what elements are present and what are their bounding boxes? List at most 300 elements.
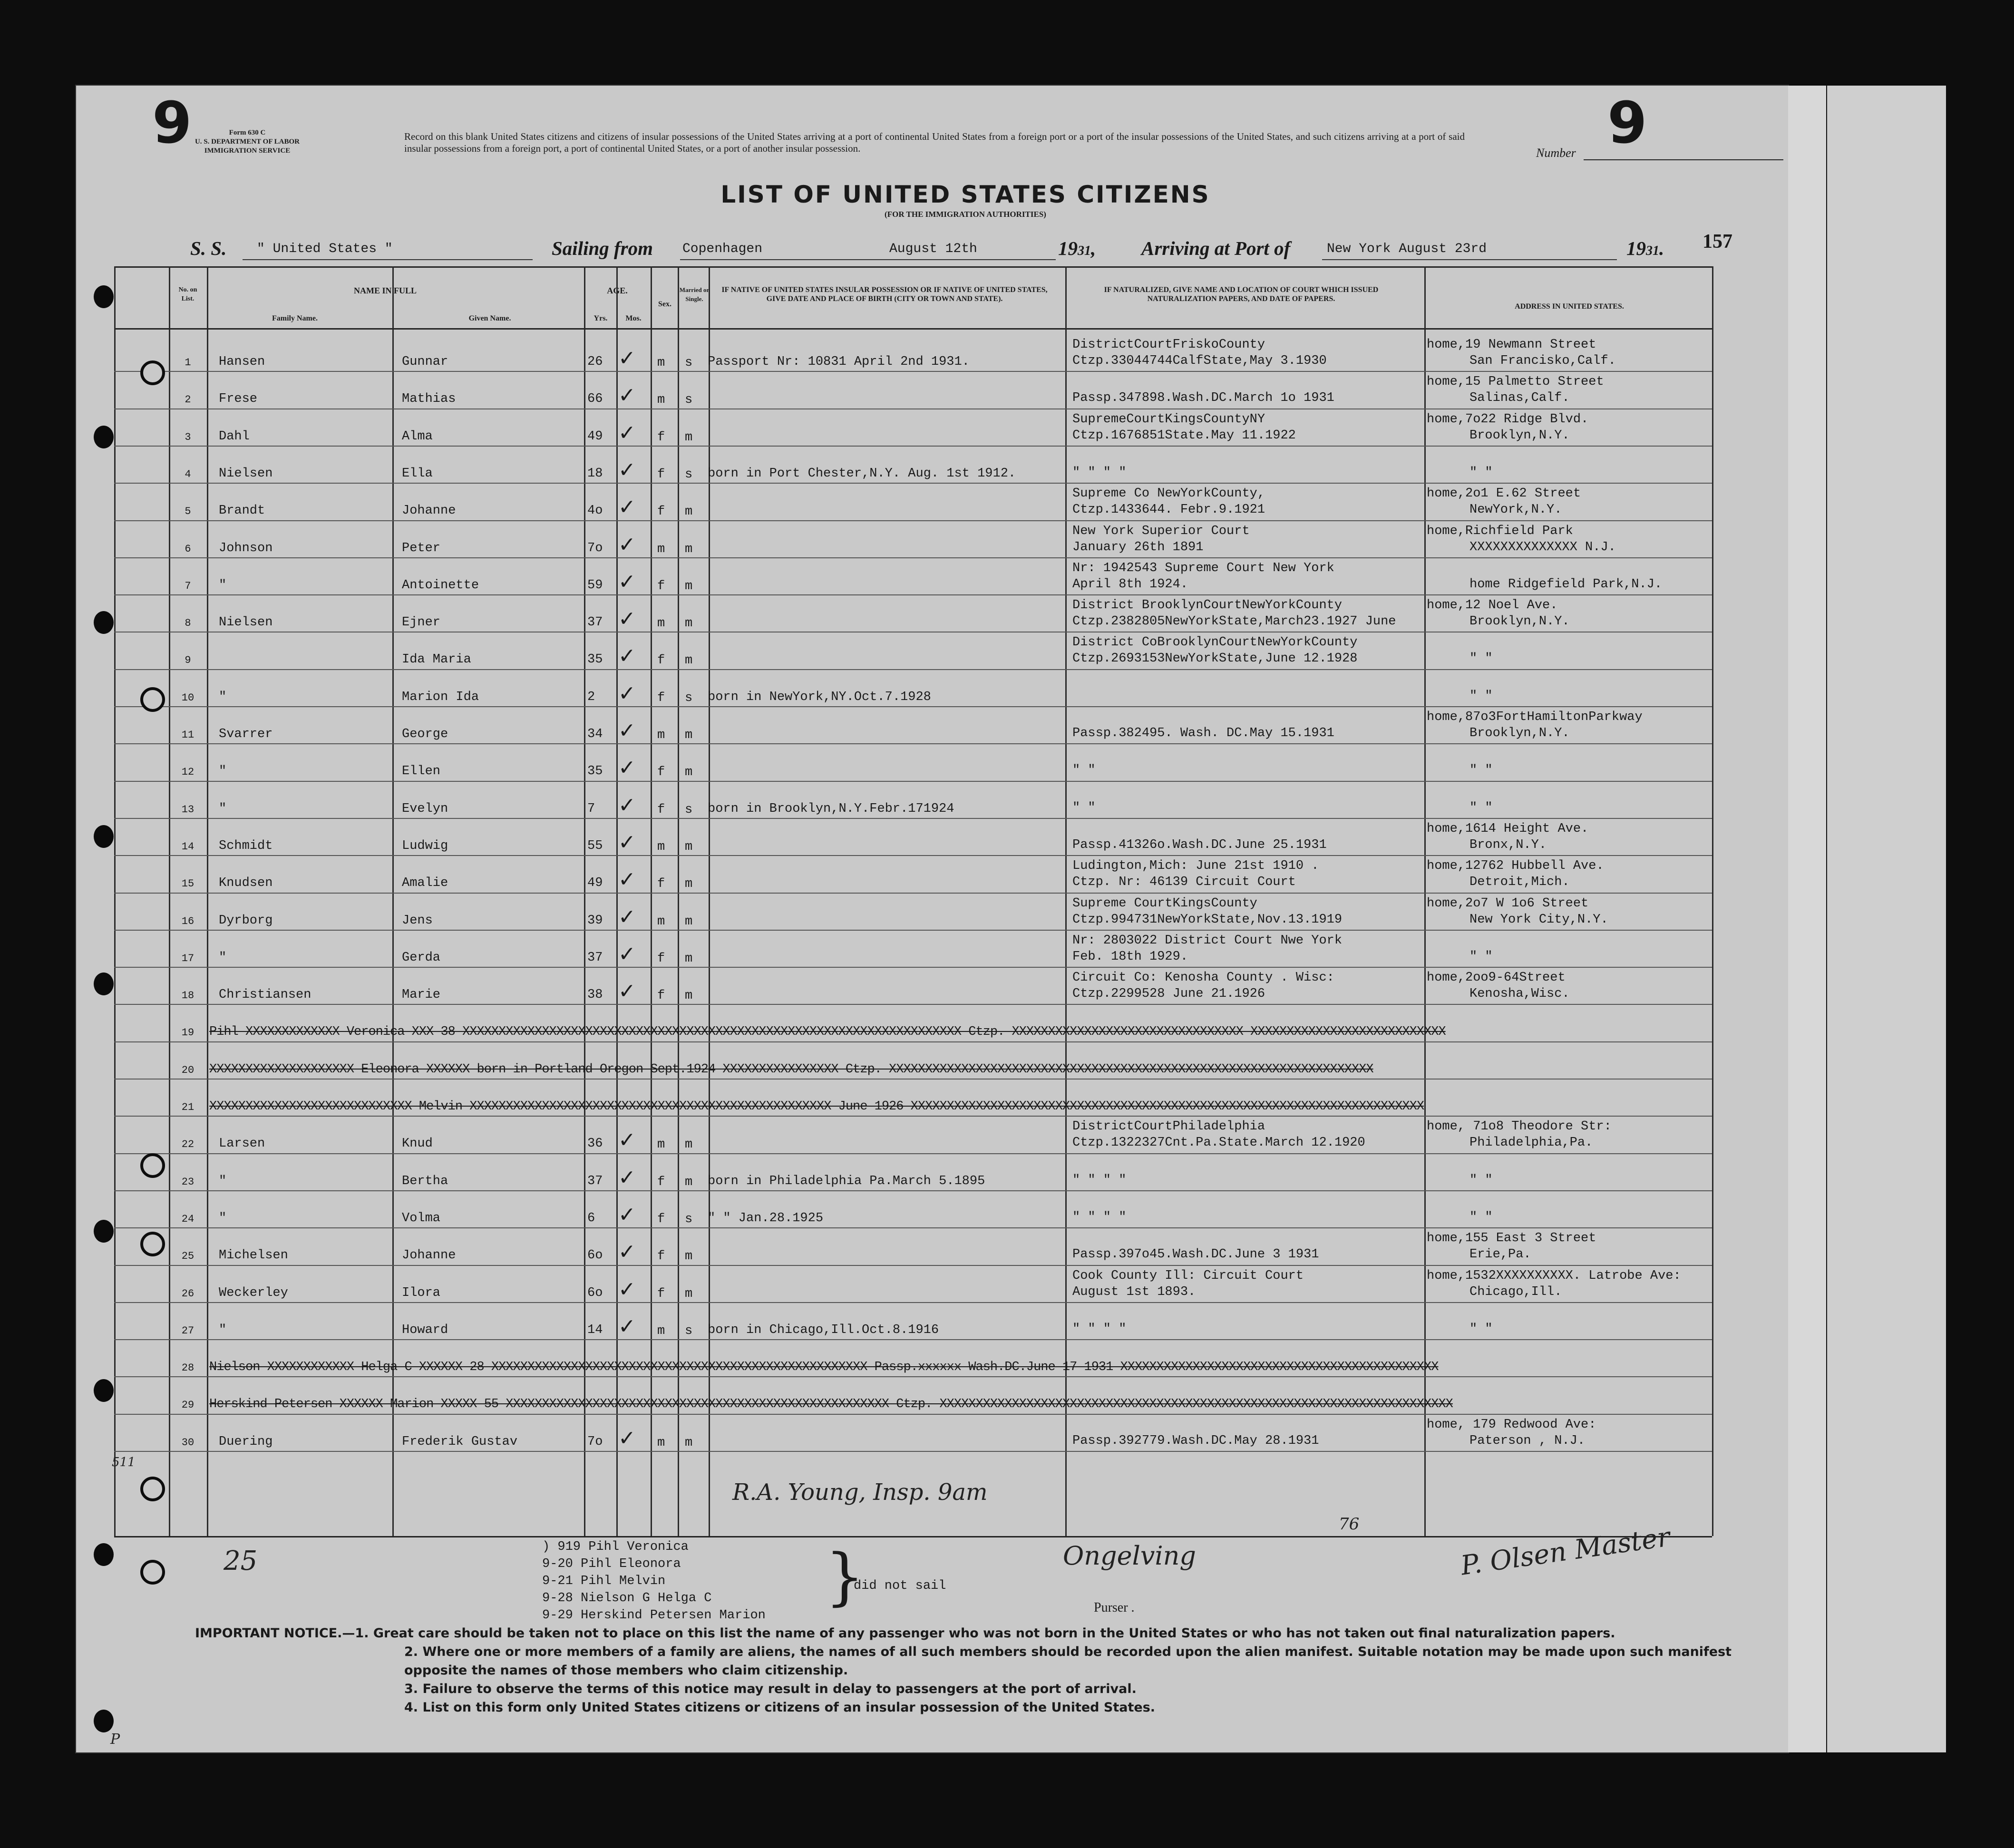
col-naturalized: IF NATURALIZED, GIVE NAME AND LOCATION OF COURT WHICH ISSUED NATURALIZATION PAPERS, AND DATE OF PAPERS. bbox=[1104, 286, 1379, 303]
col-address: ADDRESS IN UNITED STATES. bbox=[1515, 302, 1624, 311]
sex: m bbox=[657, 840, 665, 854]
row-rule bbox=[114, 781, 1712, 782]
column-divider bbox=[709, 266, 710, 1536]
naturalization-line-2: Passp.41326o.Wash.DC.June 25.1931 bbox=[1072, 838, 1327, 852]
arrival-year-suffix: 31 bbox=[1646, 243, 1659, 258]
address-line-1: home,1614 Height Ave. bbox=[1427, 822, 1589, 836]
given-name: Johanne bbox=[402, 1248, 456, 1263]
age-years: 2 bbox=[587, 690, 595, 704]
age-years: 37 bbox=[587, 615, 603, 630]
sex: f bbox=[657, 1287, 665, 1301]
row-number: 9 bbox=[185, 654, 191, 666]
naturalization-line-2: " " bbox=[1072, 763, 1096, 778]
marital-status: m bbox=[685, 877, 693, 891]
address-line-2: Paterson , N.J. bbox=[1469, 1434, 1586, 1448]
table-header-rule bbox=[114, 328, 1712, 330]
given-name: Antoinette bbox=[402, 578, 479, 593]
address-line-2: " " bbox=[1469, 763, 1493, 778]
marital-status: m bbox=[685, 1287, 693, 1301]
marital-status: m bbox=[685, 728, 693, 742]
address-line-1: home,19 Newmann Street bbox=[1427, 338, 1596, 352]
ss-label: S. S. bbox=[190, 237, 227, 259]
row-number: 27 bbox=[181, 1325, 195, 1337]
naturalization-line-2: Ctzp.33044744CalfState,May 3.1930 bbox=[1072, 354, 1327, 368]
age-years: 38 bbox=[587, 988, 603, 1002]
naturalization-line-2: Ctzp. Nr: 46139 Circuit Court bbox=[1072, 875, 1296, 889]
did-not-sail-list: ) 919 Pihl Veronica 9-20 Pihl Eleonora 9-21 Pihl Melvin 9-28 Nielson G Helga C 9-29 Herskind Petersen Marion bbox=[542, 1540, 766, 1623]
check-mark: ✓ bbox=[618, 607, 636, 631]
given-name: Marion Ida bbox=[402, 690, 479, 704]
address-line-2: Brooklyn,N.Y. bbox=[1469, 614, 1570, 629]
address-line-2: Kenosha,Wisc. bbox=[1469, 987, 1570, 1001]
age-years: 35 bbox=[587, 652, 603, 667]
age-years: 39 bbox=[587, 914, 603, 928]
page-number: 157 bbox=[1703, 231, 1732, 253]
naturalization-line-1: Circuit Co: Kenosha County . Wisc: bbox=[1072, 971, 1334, 985]
address-line-2: Brooklyn,N.Y. bbox=[1469, 726, 1570, 740]
check-mark: ✓ bbox=[618, 458, 636, 482]
arrival-year-prefix: 19 bbox=[1626, 237, 1646, 259]
row-rule bbox=[114, 855, 1712, 856]
address-line-2: " " bbox=[1469, 801, 1493, 815]
check-mark: ✓ bbox=[618, 980, 636, 1003]
arrival-underline bbox=[1322, 259, 1617, 260]
row-rule bbox=[114, 1004, 1712, 1005]
sex: f bbox=[657, 952, 665, 966]
sex: f bbox=[657, 1249, 665, 1264]
row-number: 29 bbox=[181, 1399, 195, 1411]
check-mark: ✓ bbox=[618, 533, 636, 556]
notice-item-2: 2. Where one or more members of a family are aliens, the names of all such members should be recorded upon the alien manifest. Suitable notation may be made upon such manifest opposite the names of those members who claim citizenship. bbox=[404, 1644, 1732, 1678]
address-line-2: " " bbox=[1469, 1173, 1493, 1187]
check-mark: ✓ bbox=[618, 756, 636, 779]
form-info bbox=[190, 128, 304, 156]
row-number: 6 bbox=[185, 543, 191, 555]
row-rule bbox=[114, 483, 1712, 484]
address-line-1: home,15 Palmetto Street bbox=[1427, 375, 1604, 389]
age-years: 55 bbox=[587, 839, 603, 853]
address-line-2: " " bbox=[1469, 689, 1493, 703]
naturalization-line-1: Supreme CourtKingsCounty bbox=[1072, 896, 1257, 911]
corner-number-left: 9 bbox=[152, 90, 192, 156]
marital-status: m bbox=[685, 1138, 693, 1152]
purser-label: Purser . bbox=[1094, 1600, 1135, 1615]
given-name: Ida Maria bbox=[402, 652, 471, 667]
cancelled-row: Herskind Petersen XXXXXX Marion XXXXX 55 XXXXXXXXXXXXXXXXXXXXXXXXXXXXXXXXXXXXXXXXXXXXXXXXXXXXX Ctzp. XXXXXXXXXXXXXXXXXXXXXXXXXXXXXXXXXXXXXXXXXXXXXXXXXXXXXXXXXXXXXXXXXXXXXXX bbox=[209, 1397, 1453, 1411]
address-line-2: Erie,Pa. bbox=[1469, 1247, 1531, 1262]
sex: f bbox=[657, 1175, 665, 1189]
address-line-1: home,12762 Hubbell Ave. bbox=[1427, 859, 1604, 873]
row-number: 26 bbox=[181, 1288, 195, 1300]
check-mark: ✓ bbox=[618, 384, 636, 407]
address-line-2: Detroit,Mich. bbox=[1469, 875, 1570, 889]
naturalization-line-2: Ctzp.2382805NewYorkState,March23.1927 June bbox=[1072, 614, 1396, 629]
check-mark: ✓ bbox=[618, 719, 636, 742]
sex: m bbox=[657, 616, 665, 631]
family-name: Svarrer bbox=[219, 727, 273, 741]
table-bottom-rule bbox=[114, 1536, 1712, 1537]
check-mark: ✓ bbox=[618, 868, 636, 891]
binding-hole bbox=[94, 825, 114, 848]
intro-paragraph: Record on this blank United States citizens and citizens of insular possessions of the United States arriving at a port of continental United States from a foreign port or a port of the insular possessions of the United States, and such citizens arriving at a port of said insular possessions from a foreign port, a port of continental United States, or a port of another insular possession. bbox=[404, 131, 1465, 154]
check-mark: ✓ bbox=[618, 1315, 636, 1338]
row-number: 25 bbox=[181, 1250, 195, 1262]
naturalization-line-1: Cook County Ill: Circuit Court bbox=[1072, 1269, 1304, 1283]
birth-info: born in Chicago,Ill.Oct.8.1916 bbox=[708, 1323, 939, 1337]
family-name: Hansen bbox=[219, 355, 265, 369]
birth-info: born in NewYork,NY.Oct.7.1928 bbox=[708, 690, 931, 704]
birth-info: born in Port Chester,N.Y. Aug. 1st 1912. bbox=[708, 467, 1016, 481]
notice-title: IMPORTANT NOTICE. bbox=[195, 1626, 342, 1641]
family-name: " bbox=[219, 1323, 227, 1337]
row-rule bbox=[114, 1376, 1712, 1377]
address-line-1: home,155 East 3 Street bbox=[1427, 1231, 1596, 1245]
age-years: 26 bbox=[587, 355, 603, 369]
cancelled-row: Nielson XXXXXXXXXXXX Helga C XXXXXX 28 XXXXXXXXXXXXXXXXXXXXXXXXXXXXXXXXXXXXXXXXXXXXXXXXXXXX Passp.xxxxxx Wash.DC.June 17 1931 XXXXXXXXXXXXXXXXXXXXXXXXXXXXXXXXXXXXXXXXXXXX bbox=[209, 1360, 1439, 1374]
arriving-label: Arriving at Port of bbox=[1141, 237, 1291, 259]
column-divider bbox=[392, 266, 394, 1536]
given-name: George bbox=[402, 727, 448, 741]
marital-status: m bbox=[685, 505, 693, 519]
marital-status: m bbox=[685, 840, 693, 854]
ship-underline bbox=[243, 259, 533, 260]
department-label: U. S. DEPARTMENT OF LABOR bbox=[195, 138, 300, 146]
address-line-2: XXXXXXXXXXXXXX N.J. bbox=[1469, 540, 1616, 554]
col-family: Family Name. bbox=[272, 314, 318, 322]
row-rule bbox=[114, 706, 1712, 707]
row-number: 16 bbox=[181, 915, 195, 927]
sex: m bbox=[657, 393, 665, 407]
given-name: Frederik Gustav bbox=[402, 1435, 518, 1449]
row-number: 4 bbox=[185, 468, 191, 480]
check-mark: ✓ bbox=[618, 1427, 636, 1450]
sex: f bbox=[657, 803, 665, 817]
row-rule bbox=[114, 1414, 1712, 1415]
column-divider bbox=[584, 266, 585, 1536]
row-rule bbox=[114, 1302, 1712, 1303]
age-years: 35 bbox=[587, 764, 603, 778]
col-age: AGE. bbox=[607, 286, 628, 295]
row-number: 18 bbox=[181, 990, 195, 1002]
page-title: LIST OF UNITED STATES CITIZENS bbox=[720, 181, 1210, 208]
notice-item-3: 3. Failure to observe the terms of this notice may result in delay to passengers at the port of arrival. bbox=[404, 1682, 1137, 1696]
binding-hole bbox=[94, 1710, 114, 1732]
check-mark: ✓ bbox=[618, 1240, 636, 1264]
age-years: 14 bbox=[587, 1323, 603, 1337]
age-years: 66 bbox=[587, 392, 603, 406]
check-mark: ✓ bbox=[618, 421, 636, 445]
birth-info: born in Brooklyn,N.Y.Febr.171924 bbox=[708, 802, 954, 816]
sex: f bbox=[657, 877, 665, 891]
check-mark: ✓ bbox=[618, 943, 636, 966]
address-line-1: home, 179 Redwood Ave: bbox=[1427, 1418, 1596, 1432]
given-name: Alma bbox=[402, 429, 433, 444]
marital-status: m bbox=[685, 1249, 693, 1264]
naturalization-line-1: DistrictCourtPhiladelphia bbox=[1072, 1119, 1265, 1134]
check-mark: ✓ bbox=[618, 905, 636, 929]
sex: m bbox=[657, 728, 665, 742]
row-number: 3 bbox=[185, 431, 191, 443]
naturalization-line-2: April 8th 1924. bbox=[1072, 577, 1188, 592]
marital-status: m bbox=[685, 765, 693, 779]
binding-hole bbox=[94, 611, 114, 634]
age-years: 37 bbox=[587, 951, 603, 965]
punch-ring bbox=[140, 1153, 165, 1178]
row-rule bbox=[114, 1116, 1712, 1117]
row-number: 23 bbox=[181, 1176, 195, 1188]
arrival-year: 1931. bbox=[1626, 237, 1664, 259]
sex: f bbox=[657, 653, 665, 668]
naturalization-line-2: " " " " bbox=[1072, 1322, 1127, 1336]
address-line-2: " " bbox=[1469, 652, 1493, 666]
address-line-1: home,12 Noel Ave. bbox=[1427, 598, 1558, 613]
family-name: Schmidt bbox=[219, 839, 273, 853]
naturalization-line-2: Passp.392779.Wash.DC.May 28.1931 bbox=[1072, 1434, 1319, 1448]
col-yrs: Yrs. bbox=[593, 314, 608, 322]
column-divider bbox=[207, 266, 208, 1536]
row-rule bbox=[114, 967, 1712, 968]
marital-status: s bbox=[685, 467, 693, 482]
age-years: 49 bbox=[587, 876, 603, 890]
col-married: Married or Single. bbox=[679, 286, 710, 302]
sex: m bbox=[657, 1324, 665, 1338]
sex: f bbox=[657, 579, 665, 593]
did-not-sail-label: did not sail bbox=[854, 1579, 946, 1593]
service-label: IMMIGRATION SERVICE bbox=[204, 147, 291, 155]
naturalization-line-1: District CoBrooklynCourtNewYorkCounty bbox=[1072, 635, 1358, 650]
row-number: 8 bbox=[185, 617, 191, 629]
address-line-2: San Francisko,Calf. bbox=[1469, 354, 1616, 368]
row-rule bbox=[114, 818, 1712, 819]
check-mark: ✓ bbox=[618, 682, 636, 705]
notice-item-1: —1. Great care should be taken not to place on this list the name of any passenger who was not born in the United States or who has not taken out final naturalization papers. bbox=[342, 1626, 1615, 1641]
marital-status: s bbox=[685, 691, 693, 705]
naturalization-line-1: SupremeCourtKingsCountyNY bbox=[1072, 412, 1265, 427]
row-rule bbox=[114, 520, 1712, 521]
col-no: No. on List. bbox=[178, 286, 197, 302]
row-rule bbox=[114, 1190, 1712, 1191]
family-name: Brandt bbox=[219, 504, 265, 518]
binding-hole bbox=[94, 426, 114, 448]
marital-status: m bbox=[685, 542, 693, 556]
row-number: 12 bbox=[181, 766, 195, 778]
marital-status: m bbox=[685, 952, 693, 966]
naturalization-line-2: Passp.382495. Wash. DC.May 15.1931 bbox=[1072, 726, 1334, 740]
sailing-date: August 12th bbox=[889, 242, 977, 256]
marital-status: m bbox=[685, 914, 693, 929]
address-line-1: home,7o22 Ridge Blvd. bbox=[1427, 412, 1589, 427]
binding-hole bbox=[94, 285, 114, 308]
naturalization-line-2: August 1st 1893. bbox=[1072, 1285, 1196, 1299]
address-line-1: home,2o1 E.62 Street bbox=[1427, 486, 1581, 501]
sex: m bbox=[657, 1436, 665, 1450]
cancelled-row: XXXXXXXXXXXXXXXXXXXX Eleonora XXXXXX born in Portland Oregon Sept.1924 XXXXXXXXXXXXXXXX Ctzp. XXXXXXXXXXXXXXXXXXXXXXXXXXXXXXXXXXXXXXXXXXXXXXXXXXXXXXXXXXXXXXXXXXX bbox=[209, 1062, 1373, 1077]
master-signature: P. Olsen Master bbox=[1459, 1521, 1672, 1582]
check-mark: ✓ bbox=[618, 496, 636, 519]
given-name: Volma bbox=[402, 1211, 441, 1226]
naturalization-line-2: " " " " bbox=[1072, 1173, 1127, 1187]
ship-name: " United States " bbox=[257, 242, 393, 256]
sex: m bbox=[657, 1138, 665, 1152]
column-divider bbox=[678, 266, 679, 1536]
age-years: 37 bbox=[587, 1174, 603, 1188]
given-name: Ilora bbox=[402, 1286, 441, 1300]
family-name: Johnson bbox=[219, 541, 273, 555]
address-line-1: home,2o7 W 1o6 Street bbox=[1427, 896, 1589, 911]
age-years: 7o bbox=[587, 1435, 603, 1449]
inspector-signature: R.A. Young, Insp. 9am bbox=[732, 1479, 988, 1506]
naturalization-line-2: Ctzp.2299528 June 21.1926 bbox=[1072, 987, 1265, 1001]
family-name: Weckerley bbox=[219, 1286, 288, 1300]
row-rule bbox=[114, 594, 1712, 595]
family-name: " bbox=[219, 802, 227, 816]
row-rule bbox=[114, 1227, 1712, 1228]
age-years: 18 bbox=[587, 467, 603, 481]
family-name: Dyrborg bbox=[219, 914, 273, 928]
column-divider bbox=[616, 266, 618, 1536]
column-divider bbox=[114, 266, 116, 1536]
row-number: 11 bbox=[181, 729, 195, 741]
binding-hole bbox=[94, 1379, 114, 1402]
given-name: Johanne bbox=[402, 504, 456, 518]
family-name: " bbox=[219, 951, 227, 965]
number-line bbox=[1584, 159, 1783, 160]
naturalization-line-2: Ctzp.1676851State.May 11.1922 bbox=[1072, 428, 1296, 443]
age-years: 36 bbox=[587, 1137, 603, 1151]
sheet-edge bbox=[1788, 86, 1826, 1752]
marital-status: s bbox=[685, 803, 693, 817]
address-line-1: home,1532XXXXXXXXXX. Latrobe Ave: bbox=[1427, 1269, 1681, 1283]
sex: m bbox=[657, 914, 665, 929]
notice-item-4: 4. List on this form only United States citizens or citizens of an insular possession of the United States. bbox=[404, 1700, 1156, 1715]
row-number: 1 bbox=[185, 357, 191, 369]
punch-ring bbox=[140, 687, 165, 712]
marital-status: s bbox=[685, 1324, 693, 1338]
column-divider bbox=[1712, 266, 1713, 1536]
family-name: " bbox=[219, 1211, 227, 1226]
address-line-1: home, 71o8 Theodore Str: bbox=[1427, 1119, 1612, 1134]
column-divider bbox=[651, 266, 652, 1536]
row-number: 10 bbox=[181, 692, 195, 704]
address-line-2: " " bbox=[1469, 1210, 1493, 1225]
address-line-2: " " bbox=[1469, 1322, 1493, 1336]
row-number: 14 bbox=[181, 841, 195, 853]
age-years: 34 bbox=[587, 727, 603, 741]
given-name: Ludwig bbox=[402, 839, 448, 853]
age-years: 49 bbox=[587, 429, 603, 444]
sailing-from-label: Sailing from bbox=[552, 237, 653, 259]
col-given: Given Name. bbox=[468, 314, 511, 322]
sex: m bbox=[657, 542, 665, 556]
family-name: Dahl bbox=[219, 429, 250, 444]
row-number: 20 bbox=[181, 1064, 195, 1076]
naturalization-line-2: " " " " bbox=[1072, 466, 1127, 480]
family-name: " bbox=[219, 578, 227, 593]
row-rule bbox=[114, 743, 1712, 744]
birth-info: " " Jan.28.1925 bbox=[708, 1211, 824, 1226]
punch-ring bbox=[140, 1477, 165, 1501]
important-notice bbox=[195, 1624, 1779, 1717]
row-rule bbox=[114, 1041, 1712, 1042]
check-mark: ✓ bbox=[618, 831, 636, 854]
address-line-2: Chicago,Ill. bbox=[1469, 1285, 1562, 1299]
naturalization-line-2: " " " " bbox=[1072, 1210, 1127, 1225]
purser-signature: Ongelving bbox=[1063, 1541, 1196, 1571]
row-number: 2 bbox=[185, 394, 191, 406]
row-number: 24 bbox=[181, 1213, 195, 1225]
given-name: Ellen bbox=[402, 764, 441, 778]
address-line-1: home,Richfield Park bbox=[1427, 524, 1573, 538]
cancelled-row: XXXXXXXXXXXXXXXXXXXXXXXXXXXX Melvin XXXXXXXXXXXXXXXXXXXXXXXXXXXXXXXXXXXXXXXXXXXXXXXXXX June 1926 XXXXXXXXXXXXXXXXXXXXXXXXXXXXXXXXXXXXXXXXXXXXXXXXXXXXXXXXXXXXXXXXXXXXXXX bbox=[209, 1099, 1424, 1114]
marital-status: s bbox=[685, 356, 693, 370]
punch-ring bbox=[140, 360, 165, 385]
sex: f bbox=[657, 1212, 665, 1226]
row-rule bbox=[114, 1451, 1712, 1452]
naturalization-line-2: Ctzp.1322327Cnt.Pa.State.March 12.1920 bbox=[1072, 1136, 1365, 1150]
corner-number-right: 9 bbox=[1607, 90, 1647, 156]
age-years: 7o bbox=[587, 541, 603, 555]
row-rule bbox=[114, 669, 1712, 670]
given-name: Ejner bbox=[402, 615, 441, 630]
family-name: Knudsen bbox=[219, 876, 273, 890]
arrival-port: New York August 23rd bbox=[1327, 242, 1487, 256]
naturalization-line-2: Feb. 18th 1929. bbox=[1072, 950, 1188, 964]
given-name: Howard bbox=[402, 1323, 448, 1337]
check-mark: ✓ bbox=[618, 794, 636, 817]
col-sex: Sex. bbox=[658, 300, 671, 308]
address-line-2: home Ridgefield Park,N.J. bbox=[1469, 577, 1663, 592]
naturalization-line-1: Ludington,Mich: June 21st 1910 . bbox=[1072, 859, 1319, 873]
marital-status: m bbox=[685, 1436, 693, 1450]
page-subtitle: (FOR THE IMMIGRATION AUTHORITIES) bbox=[885, 210, 1046, 219]
family-name: " bbox=[219, 1174, 227, 1188]
given-name: Jens bbox=[402, 914, 433, 928]
birth-info: born in Philadelphia Pa.March 5.1895 bbox=[708, 1174, 985, 1188]
given-name: Evelyn bbox=[402, 802, 448, 816]
col-mos: Mos. bbox=[625, 314, 642, 322]
naturalization-line-2: Ctzp.2693153NewYorkState,June 12.1928 bbox=[1072, 652, 1358, 666]
row-number: 22 bbox=[181, 1138, 195, 1150]
birth-info: Passport Nr: 10831 April 2nd 1931. bbox=[708, 355, 970, 369]
naturalization-line-1: District BrooklynCourtNewYorkCounty bbox=[1072, 598, 1343, 613]
sex: m bbox=[657, 356, 665, 370]
binding-hole bbox=[94, 1220, 114, 1243]
check-mark: ✓ bbox=[618, 1166, 636, 1189]
row-number: 17 bbox=[181, 953, 195, 964]
naturalization-line-1: DistrictCourtFriskoCounty bbox=[1072, 338, 1265, 352]
sex: f bbox=[657, 505, 665, 519]
punch-ring bbox=[140, 1232, 165, 1256]
sex: f bbox=[657, 467, 665, 482]
family-name: " bbox=[219, 690, 227, 704]
given-name: Gerda bbox=[402, 951, 441, 965]
given-name: Marie bbox=[402, 988, 441, 1002]
given-name: Bertha bbox=[402, 1174, 448, 1188]
naturalization-line-2: Passp.347898.Wash.DC.March 1o 1931 bbox=[1072, 391, 1334, 405]
col-name-in-full: NAME IN FULL bbox=[353, 286, 417, 295]
row-number: 28 bbox=[181, 1362, 195, 1374]
sailing-from: Copenhagen bbox=[682, 242, 763, 256]
address-line-2: " " bbox=[1469, 950, 1493, 964]
marital-status: m bbox=[685, 430, 693, 445]
given-name: Knud bbox=[402, 1137, 433, 1151]
naturalization-line-1: New York Superior Court bbox=[1072, 524, 1250, 538]
margin-number: 511 bbox=[112, 1455, 136, 1469]
family-name: Nielsen bbox=[219, 467, 273, 481]
age-years: 4o bbox=[587, 504, 603, 518]
binding-hole bbox=[94, 1543, 114, 1566]
naturalization-line-2: Ctzp.994731NewYorkState,Nov.13.1919 bbox=[1072, 913, 1343, 927]
